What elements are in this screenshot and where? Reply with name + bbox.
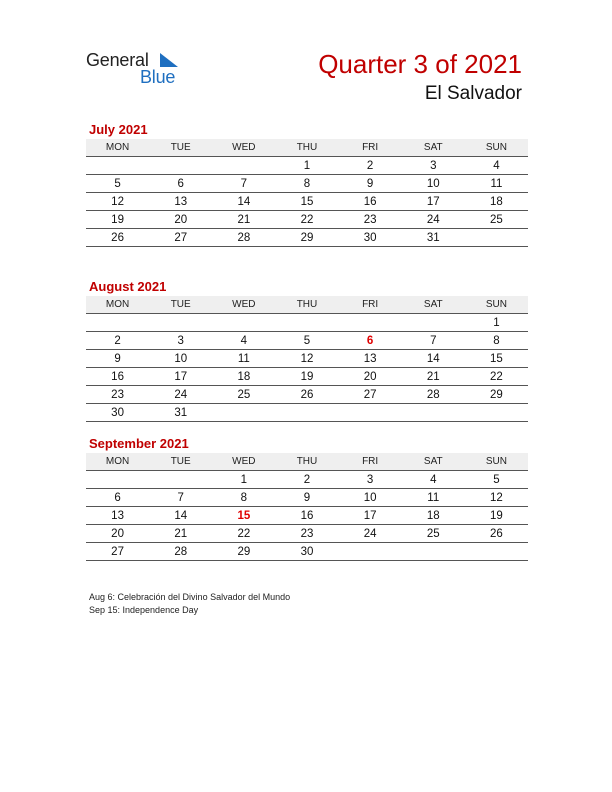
day-cell: 31	[402, 229, 465, 247]
week-row	[86, 543, 528, 561]
day-cell: 17	[402, 193, 465, 211]
holiday-note: Aug 6: Celebración del Divino Salvador del Mundo	[89, 592, 291, 602]
day-cell: 23	[339, 211, 402, 229]
weekday-header: SUN	[465, 453, 528, 471]
day-cell	[402, 404, 465, 422]
day-cell: 23	[86, 386, 149, 404]
day-cell	[212, 314, 275, 332]
day-cell: 8	[465, 332, 528, 350]
day-cell: 16	[86, 368, 149, 386]
day-cell: 9	[339, 175, 402, 193]
day-cell	[402, 543, 465, 561]
day-cell: 18	[465, 193, 528, 211]
weekday-header: TUE	[149, 453, 212, 471]
day-cell: 4	[402, 471, 465, 489]
day-cell: 23	[275, 525, 338, 543]
week-row	[86, 175, 528, 193]
day-cell: 8	[212, 489, 275, 507]
calendar-table	[86, 139, 528, 247]
day-cell: 9	[275, 489, 338, 507]
day-cell: 6	[149, 175, 212, 193]
day-cell: 12	[465, 489, 528, 507]
day-cell: 24	[339, 525, 402, 543]
day-cell: 28	[402, 386, 465, 404]
weekday-header: SAT	[402, 139, 465, 157]
week-row	[86, 157, 528, 175]
weekday-header: SAT	[402, 453, 465, 471]
day-cell: 9	[86, 350, 149, 368]
weekday-header: MON	[86, 296, 149, 314]
week-row	[86, 332, 528, 350]
weekday-header: SUN	[465, 296, 528, 314]
weekday-header-row	[86, 453, 528, 471]
week-row	[86, 507, 528, 525]
day-cell: 1	[212, 471, 275, 489]
day-cell: 19	[86, 211, 149, 229]
weekday-header: FRI	[339, 453, 402, 471]
weekday-header: WED	[212, 453, 275, 471]
day-cell	[275, 314, 338, 332]
day-cell: 19	[275, 368, 338, 386]
logo-blue-text: Blue	[140, 67, 176, 87]
day-cell: 21	[149, 525, 212, 543]
day-cell	[402, 314, 465, 332]
day-cell: 10	[149, 350, 212, 368]
weekday-header: MON	[86, 453, 149, 471]
weekday-header: MON	[86, 139, 149, 157]
holiday-day-cell: 15	[212, 507, 275, 525]
week-row	[86, 368, 528, 386]
week-row	[86, 193, 528, 211]
day-cell	[149, 314, 212, 332]
day-cell: 4	[212, 332, 275, 350]
day-cell: 3	[339, 471, 402, 489]
day-cell	[86, 471, 149, 489]
weekday-header: WED	[212, 296, 275, 314]
day-cell: 2	[86, 332, 149, 350]
day-cell: 28	[149, 543, 212, 561]
month-block-september	[86, 435, 528, 561]
day-cell	[465, 543, 528, 561]
day-cell: 29	[275, 229, 338, 247]
month-title: August 2021	[89, 279, 167, 294]
day-cell: 31	[149, 404, 212, 422]
calendar-table	[86, 453, 528, 561]
day-cell: 24	[402, 211, 465, 229]
day-cell: 14	[212, 193, 275, 211]
day-cell: 11	[402, 489, 465, 507]
day-cell	[339, 543, 402, 561]
day-cell: 13	[86, 507, 149, 525]
weekday-header: FRI	[339, 139, 402, 157]
day-cell: 3	[402, 157, 465, 175]
day-cell	[149, 157, 212, 175]
day-cell: 10	[402, 175, 465, 193]
day-cell	[465, 229, 528, 247]
day-cell: 22	[465, 368, 528, 386]
weekday-header: TUE	[149, 296, 212, 314]
page-title: Quarter 3 of 2021	[318, 49, 522, 79]
day-cell: 29	[465, 386, 528, 404]
day-cell: 1	[465, 314, 528, 332]
day-cell: 4	[465, 157, 528, 175]
day-cell: 30	[86, 404, 149, 422]
weekday-header: THU	[275, 453, 338, 471]
day-cell: 16	[275, 507, 338, 525]
day-cell	[339, 314, 402, 332]
week-row	[86, 314, 528, 332]
week-row	[86, 404, 528, 422]
day-cell: 22	[275, 211, 338, 229]
weekday-header: TUE	[149, 139, 212, 157]
week-row	[86, 229, 528, 247]
holiday-note: Sep 15: Independence Day	[89, 604, 199, 615]
day-cell: 5	[275, 332, 338, 350]
generalblue-logo	[86, 50, 196, 90]
week-row	[86, 211, 528, 229]
day-cell: 10	[339, 489, 402, 507]
weekday-header: WED	[212, 139, 275, 157]
day-cell: 28	[212, 229, 275, 247]
day-cell: 15	[465, 350, 528, 368]
day-cell	[86, 314, 149, 332]
day-cell: 16	[339, 193, 402, 211]
day-cell: 18	[212, 368, 275, 386]
holiday-notes	[89, 591, 290, 616]
day-cell: 26	[465, 525, 528, 543]
country-name: El Salvador	[424, 83, 522, 104]
day-cell: 7	[149, 489, 212, 507]
day-cell: 18	[402, 507, 465, 525]
month-block-august	[86, 278, 528, 422]
day-cell: 30	[339, 229, 402, 247]
day-cell: 3	[149, 332, 212, 350]
day-cell: 8	[275, 175, 338, 193]
day-cell: 13	[339, 350, 402, 368]
weekday-header: FRI	[339, 296, 402, 314]
day-cell	[212, 404, 275, 422]
day-cell: 17	[339, 507, 402, 525]
day-cell: 26	[275, 386, 338, 404]
week-row	[86, 471, 528, 489]
day-cell: 20	[149, 211, 212, 229]
day-cell: 11	[212, 350, 275, 368]
day-cell: 25	[212, 386, 275, 404]
day-cell: 30	[275, 543, 338, 561]
weekday-header-row	[86, 296, 528, 314]
weekday-header: SUN	[465, 139, 528, 157]
day-cell: 12	[275, 350, 338, 368]
day-cell: 1	[275, 157, 338, 175]
day-cell: 6	[86, 489, 149, 507]
week-row	[86, 350, 528, 368]
day-cell: 27	[86, 543, 149, 561]
day-cell: 25	[465, 211, 528, 229]
day-cell: 27	[339, 386, 402, 404]
day-cell: 21	[402, 368, 465, 386]
logo-general-text: General	[86, 50, 149, 70]
week-row	[86, 386, 528, 404]
weekday-header: THU	[275, 139, 338, 157]
day-cell: 27	[149, 229, 212, 247]
day-cell: 17	[149, 368, 212, 386]
day-cell: 2	[339, 157, 402, 175]
day-cell: 5	[465, 471, 528, 489]
day-cell	[86, 157, 149, 175]
logo-triangle-icon	[160, 53, 178, 67]
week-row	[86, 525, 528, 543]
day-cell: 14	[402, 350, 465, 368]
weekday-header: SAT	[402, 296, 465, 314]
day-cell: 29	[212, 543, 275, 561]
day-cell: 19	[465, 507, 528, 525]
day-cell	[465, 404, 528, 422]
weekday-header-row	[86, 139, 528, 157]
day-cell: 7	[402, 332, 465, 350]
day-cell: 11	[465, 175, 528, 193]
day-cell	[212, 157, 275, 175]
day-cell: 12	[86, 193, 149, 211]
day-cell: 7	[212, 175, 275, 193]
day-cell: 22	[212, 525, 275, 543]
day-cell: 26	[86, 229, 149, 247]
day-cell	[149, 471, 212, 489]
day-cell	[275, 404, 338, 422]
day-cell: 20	[86, 525, 149, 543]
day-cell: 24	[149, 386, 212, 404]
day-cell: 25	[402, 525, 465, 543]
day-cell: 15	[275, 193, 338, 211]
month-block-july	[86, 121, 528, 247]
holiday-day-cell: 6	[339, 332, 402, 350]
day-cell: 5	[86, 175, 149, 193]
day-cell: 21	[212, 211, 275, 229]
day-cell: 20	[339, 368, 402, 386]
calendar-table	[86, 296, 528, 422]
month-title: July 2021	[89, 122, 148, 137]
day-cell: 13	[149, 193, 212, 211]
day-cell: 14	[149, 507, 212, 525]
weekday-header: THU	[275, 296, 338, 314]
day-cell: 2	[275, 471, 338, 489]
week-row	[86, 489, 528, 507]
day-cell	[339, 404, 402, 422]
month-title: September 2021	[89, 436, 189, 451]
